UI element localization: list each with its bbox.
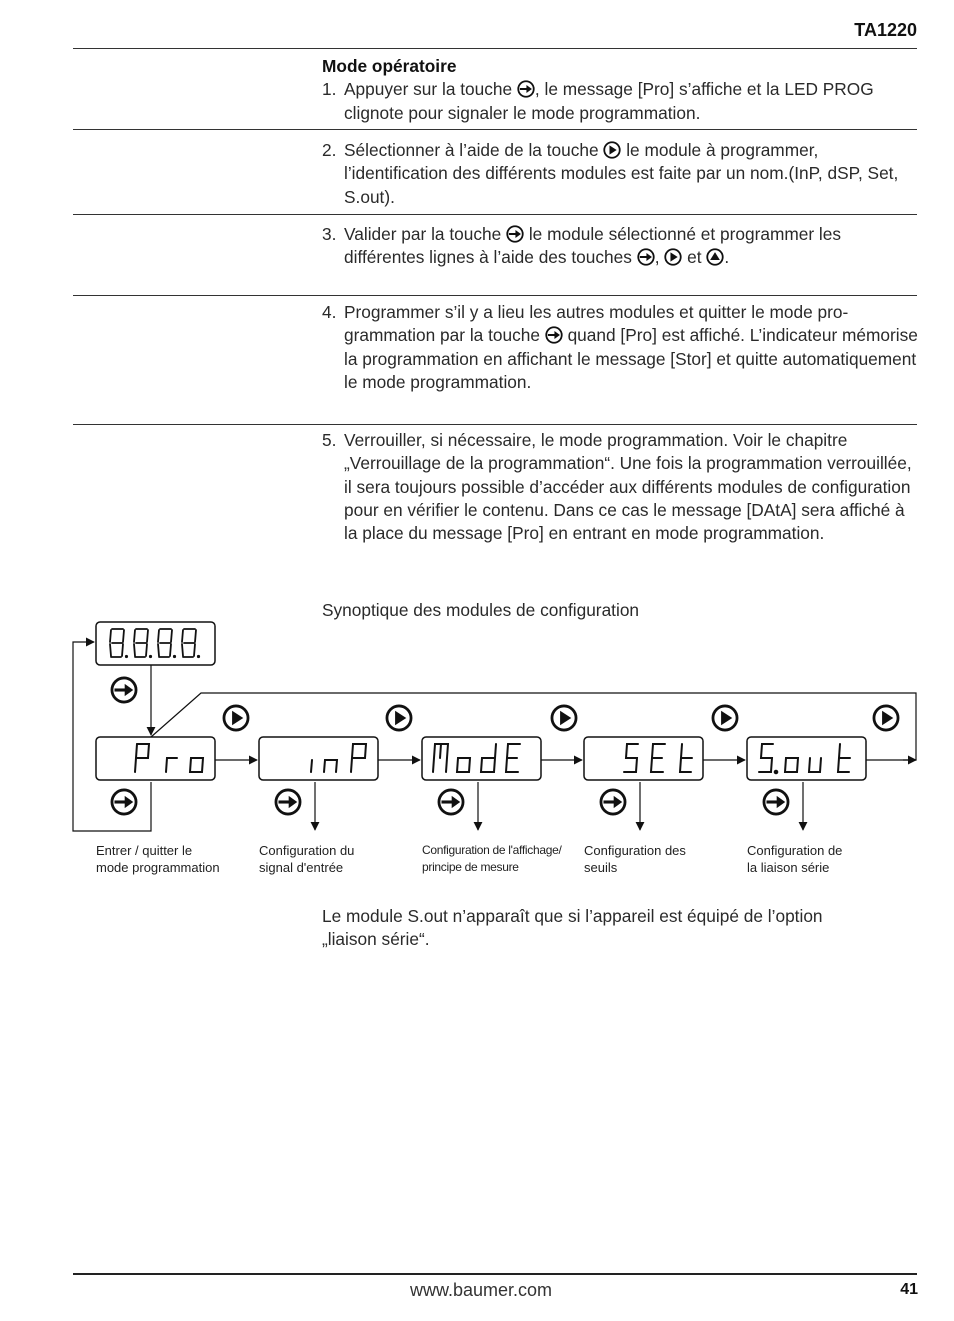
step-text: , xyxy=(654,247,665,268)
module-caption-pro xyxy=(96,842,220,876)
footer-url: www.baumer.com xyxy=(410,1280,553,1300)
caption-line: seuils xyxy=(584,860,618,875)
step-text: , le message [Pro] s’affiche et la LED PROG clignote pour signaler le mode programmation. xyxy=(344,79,874,123)
caption-line: Configuration du xyxy=(259,843,355,858)
caption-line: Configuration des xyxy=(584,843,686,858)
next-key-icon xyxy=(552,706,576,730)
enter-key-icon xyxy=(439,790,463,814)
enter-key-icon xyxy=(112,678,136,702)
step-text: Valider par la touche xyxy=(344,224,507,244)
step-text: quand [Pro] est affiché. L’indicateur mémorise la programmation en affichant le message [Stor] et quitte automatiquement le mode programmation. xyxy=(344,325,918,392)
step-number: 1. xyxy=(322,79,337,100)
step-text: le module sélectionné et programmer les différentes lignes à l’aide des touches xyxy=(344,224,842,268)
module-caption-set xyxy=(584,842,686,876)
next-key-icon xyxy=(874,706,898,730)
caption-line: la liaison série xyxy=(747,860,830,875)
caption-line: principe de mesure xyxy=(422,860,519,874)
module-caption-inp xyxy=(259,842,354,876)
step-number: 2. xyxy=(322,140,337,160)
section-heading: Mode opératoire xyxy=(322,56,457,76)
note-paragraph xyxy=(322,905,823,952)
step-text: Verrouiller, si nécessaire, le mode programmation. Voir le chapitre „Verrouillage de la programmation“. Une fois la programmation verrouillée, il sera toujours possible d’accéder aux différents modules de configuration pour en vérifier le contenu. Dans ce cas le message [DAtA] sera affiché à la place du message [Pro] en entrant en mode programmation. xyxy=(344,430,912,544)
caption-line: signal d'entrée xyxy=(259,860,344,875)
caption-line: Entrer / quitter le xyxy=(96,843,193,858)
next-key-icon xyxy=(387,706,411,730)
caption-line: Configuration de xyxy=(747,843,843,858)
step-text: et xyxy=(682,247,707,268)
module-caption-sout xyxy=(747,842,842,876)
document-code: TA1220 xyxy=(854,20,917,40)
step-number: 5. xyxy=(322,430,337,450)
footer-divider xyxy=(73,1273,917,1275)
module-caption-mode xyxy=(422,842,561,876)
note-line: „liaison série“. xyxy=(322,929,430,950)
note-line: Le module S.out n’apparaît que si l’appareil est équipé de l’option xyxy=(322,906,823,926)
enter-key-icon xyxy=(764,790,788,814)
step-number: 4. xyxy=(322,302,337,322)
synoptic-title: Synoptique des modules de configuration xyxy=(322,600,640,620)
next-key-icon xyxy=(713,706,737,730)
step-text: Sélectionner à l’aide de la touche xyxy=(344,140,604,160)
enter-key-icon xyxy=(601,790,625,814)
caption-line: mode programmation xyxy=(96,860,220,875)
step-text: Appuyer sur la touche xyxy=(344,79,517,100)
next-key-icon xyxy=(224,706,248,730)
step-text: . xyxy=(724,247,730,268)
page-number: 41 xyxy=(900,1281,918,1298)
step-text: le module à programmer, l’identification des différents modules est faite par un nom.(InP, dSP, Set, S.out). xyxy=(344,140,899,207)
caption-line: Configuration de l'affichage/ xyxy=(422,843,562,857)
step-text: Programmer s’il y a lieu les autres modules et quitter le mode pro-grammation par la touche xyxy=(344,302,849,346)
enter-key-icon xyxy=(276,790,300,814)
enter-key-icon xyxy=(112,790,136,814)
step-number: 3. xyxy=(322,224,337,244)
